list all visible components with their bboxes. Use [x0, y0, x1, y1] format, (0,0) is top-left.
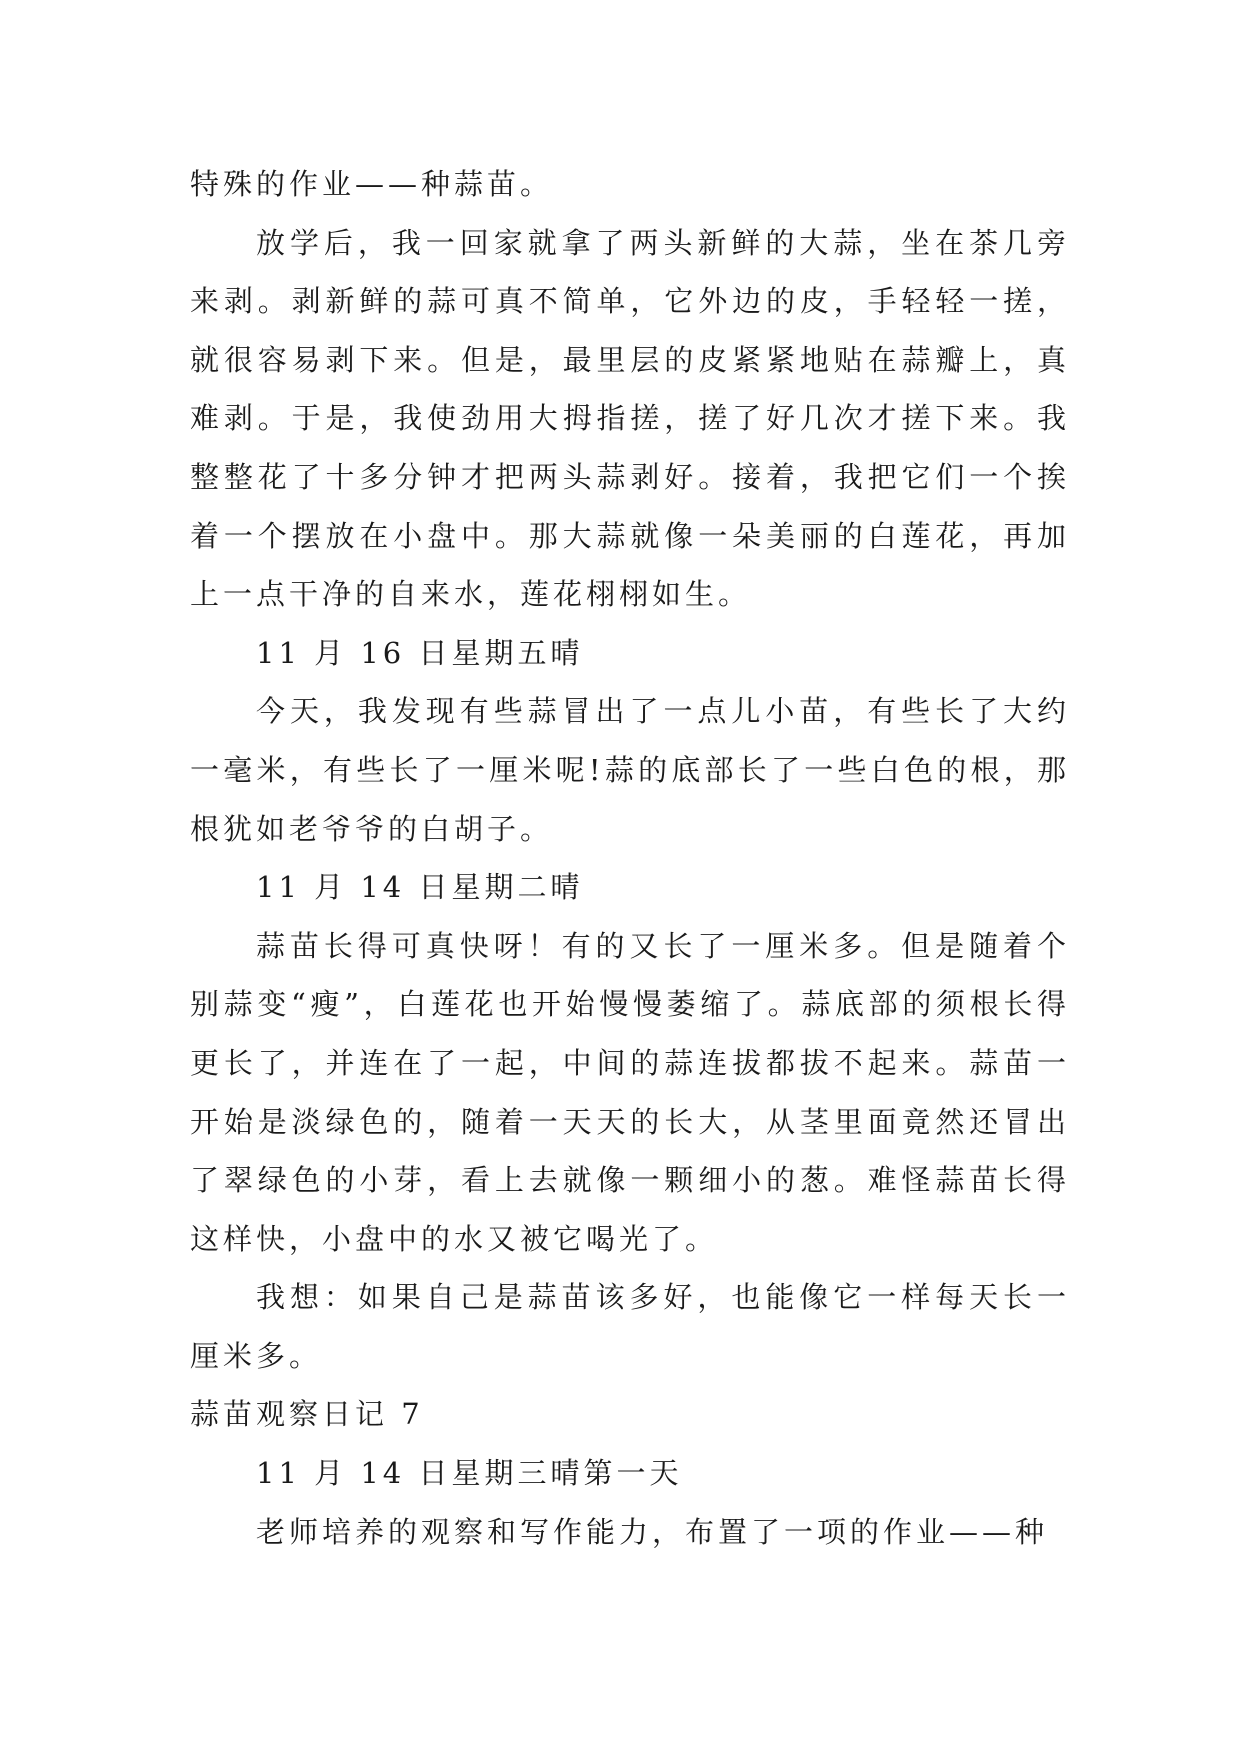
section-title: 蒜苗观察日记 7: [190, 1397, 424, 1432]
diary-date-heading: 11 月 14 日星期三晴第一天: [256, 1456, 683, 1491]
paragraph-peeling-garlic: 放学后，我一回家就拿了两头新鲜的大蒜，坐在茶几旁来剥。剥新鲜的蒜可真不简单，它外边的皮，手轻轻一搓，就很容易剥下来。但是，最里层的皮紧紧地贴在蒜瓣上，真难剥。于是，我使劲用大拇指搓，搓了好几次才搓下来。我整整花了十多分钟才把两头蒜剥好。接着，我把它们一个挨着一个摆放在小盘中。那大蒜就像一朵美丽的白莲花，再加上一点干净的自来水，莲花栩栩如生。: [190, 225, 1070, 612]
paragraph-reflection: 我想：如果自己是蒜苗该多好，也能像它一样每天长一厘米多。: [190, 1280, 1070, 1373]
diary-date-heading: 11 月 16 日星期五晴: [256, 635, 584, 670]
paragraph-sprouts-grow: 蒜苗长得可真快呀！有的又长了一厘米多。但是随着个别蒜变“瘦”，白莲花也开始慢慢萎缩了。蒜底部的须根长得更长了，并连在了一起，中间的蒜连拔都拔不起来。蒜苗一开始是淡绿色的，随着一天天的长大，从茎里面竟然还冒出了翠绿色的小芽，看上去就像一颗细小的葱。难怪蒜苗长得这样快，小盘中的水又被它喝光了。: [190, 928, 1070, 1256]
diary-date-heading: 11 月 14 日星期二晴: [256, 870, 584, 905]
document-body: [190, 155, 1070, 1561]
paragraph-sprouts-appear: 今天，我发现有些蒜冒出了一点儿小苗，有些长了大约一毫米，有些长了一厘米呢!蒜的底部长了一些白色的根，那根犹如老爷爷的白胡子。: [190, 694, 1070, 846]
paragraph-assignment: 老师培养的观察和写作能力，布置了一项的作业——种: [256, 1514, 1049, 1549]
paragraph-continuation: 特殊的作业——种蒜苗。: [190, 167, 554, 201]
